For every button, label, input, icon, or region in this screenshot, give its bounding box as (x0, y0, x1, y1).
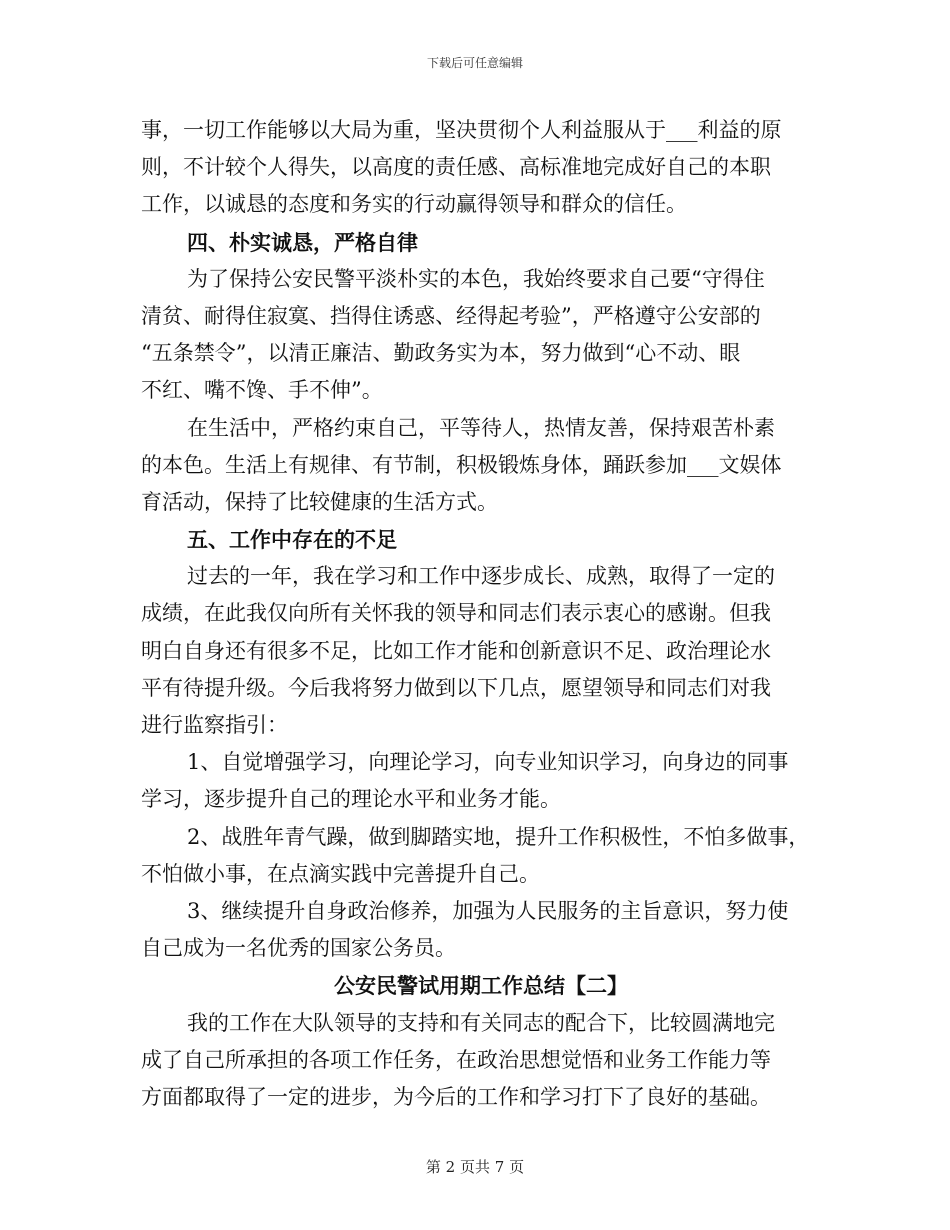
paragraph-line: 事，一切工作能够以大局为重，坚决贯彻个人利益服从于___利益的原 (141, 118, 782, 142)
paragraph-line: 不怕做小事，在点滴实践中完善提升自己。 (141, 861, 540, 886)
page-footer: 第 2 页共 7 页 (425, 1158, 525, 1176)
paragraph-line: 清贫、耐得住寂寞、挡得住诱惑、经得起考验”，严格遵守公安部的 (141, 303, 761, 328)
paragraph-line: 明白自身还有很多不足，比如工作才能和创新意识不足、政治理论水 (141, 638, 771, 663)
paragraph-line: 平有待提升级。今后我将努力做到以下几点，愿望领导和同志们对我 (141, 675, 771, 700)
paragraph-line: 在生活中，严格约束自己，平等待人，热情友善，保持艰苦朴素 (187, 415, 775, 440)
paragraph-line: 我的工作在大队领导的支持和有关同志的配合下，比较圆满地完 (187, 1010, 775, 1035)
document-body (141, 112, 821, 1116)
paragraph-line: 不红、嘴不馋、手不伸”。 (141, 378, 383, 403)
paragraph-line: 则，不计较个人得失，以高度的责任感、高标准地完成好自己的本职 (141, 155, 771, 180)
section-heading-4: 四、朴实诚恳，严格自律 (187, 229, 418, 255)
paragraph-line: 为了保持公安民警平淡朴实的本色，我始终要求自己要“守得住 (187, 266, 765, 291)
section-heading-5: 五、工作中存在的不足 (187, 527, 397, 553)
paragraph-line: 的本色。生活上有规律、有节制，积极锻炼身体，踊跃参加___文娱体 (141, 452, 782, 477)
page-header: 下载后可任意编辑 (426, 56, 523, 70)
list-item-1: 1、自觉增强学习，向理论学习，向专业知识学习，向身边的同事 (187, 750, 789, 775)
paragraph-line: 成绩，在此我仅向所有关怀我的领导和同志们表示衷心的感谢。但我 (141, 601, 771, 626)
paragraph-line: 学习，逐步提升自己的理论水平和业务才能。 (141, 787, 561, 812)
paragraph-line: 方面都取得了一定的进步，为今后的工作和学习打下了良好的基础。 (141, 1084, 771, 1109)
document-title: 公安民警试用期工作总结【二】 (334, 973, 628, 999)
list-item-3: 3、继续提升自身政治修养，加强为人民服务的主旨意识，努力使 (187, 898, 789, 923)
paragraph-line: 自己成为一名优秀的国家公务员。 (141, 936, 456, 961)
paragraph-line: 育活动，保持了比较健康的生活方式。 (141, 489, 498, 514)
paragraph-line: “五条禁令”，以清正廉洁、勤政务实为本，努力做到“心不动、眼 (141, 341, 741, 366)
paragraph-line: 工作，以诚恳的态度和务实的行动赢得领导和群众的信任。 (141, 192, 687, 217)
paragraph-line: 进行监察指引： (141, 713, 288, 737)
paragraph-line: 成了自己所承担的各项工作任务，在政治思想觉悟和业务工作能力等 (141, 1047, 771, 1072)
paragraph-line: 过去的一年，我在学习和工作中逐步成长、成熟，取得了一定的 (187, 564, 775, 589)
list-item-2: 2、战胜年青气躁，做到脚踏实地，提升工作积极性，不怕多做事， (187, 824, 810, 849)
